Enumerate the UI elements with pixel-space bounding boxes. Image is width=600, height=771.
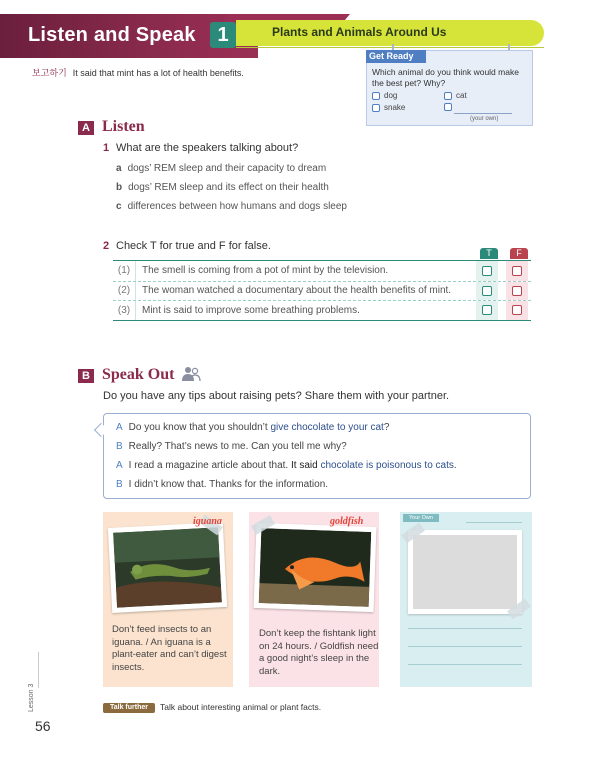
true-checkbox[interactable] xyxy=(482,286,492,296)
dialog-line-2: B Really? That’s news to me. Can you tell me why? xyxy=(116,441,347,452)
talk-further-badge: Talk further xyxy=(103,703,155,713)
iguana-image xyxy=(113,527,222,607)
your-own-tab: Your Own xyxy=(403,514,439,522)
pair-work-icon xyxy=(181,366,201,382)
goldfish-image xyxy=(259,528,372,607)
table-row: (1) The smell is coming from a pot of mint by the television. xyxy=(113,261,531,281)
option-snake[interactable]: snake xyxy=(372,103,405,112)
speak-out-prompt: Do you have any tips about raising pets? Share them with your partner. xyxy=(103,390,450,402)
write-line[interactable] xyxy=(466,522,522,523)
talk-further-text: Talk about interesting animal or plant facts. xyxy=(160,702,322,712)
checkbox[interactable] xyxy=(372,104,380,112)
write-line[interactable] xyxy=(408,646,522,647)
true-checkbox[interactable] xyxy=(482,266,492,276)
option-dog[interactable]: dog xyxy=(372,91,397,100)
table-row: (3) Mint is said to improve some breathing problems. xyxy=(113,300,531,320)
section-speak-out-title: Speak Out xyxy=(102,366,175,383)
section-listen-title: Listen xyxy=(102,118,145,135)
margin-line xyxy=(38,652,39,688)
option-own[interactable] xyxy=(444,103,456,111)
false-checkbox[interactable] xyxy=(512,305,522,315)
write-in-line[interactable] xyxy=(454,113,512,114)
goldfish-photo xyxy=(254,523,377,612)
section-a-badge: A xyxy=(78,121,94,135)
write-line[interactable] xyxy=(408,664,522,665)
answer-option-c[interactable]: c differences between how humans and dogs sleep xyxy=(116,201,347,212)
hint-text: that mint has a lot of health benefits. xyxy=(96,68,244,78)
topic-title: Plants and Animals Around Us xyxy=(272,25,447,39)
iguana-tip: Don’t feed insects to an iguana. / An iguana is a plant-eater and can’t digest insects. xyxy=(112,624,227,673)
lesson-part-number: 1 xyxy=(210,22,236,48)
true-false-table xyxy=(113,260,531,321)
checkbox[interactable] xyxy=(444,103,452,111)
checkbox[interactable] xyxy=(444,92,452,100)
answer-option-a[interactable]: a dogs’ REM sleep and their capacity to dream xyxy=(116,163,327,174)
dialog-line-1: A Do you know that you shouldn’t give chocolate to your cat? xyxy=(116,422,390,433)
option-cat[interactable]: cat xyxy=(444,91,467,100)
your-own-label: (your own) xyxy=(470,116,499,122)
false-checkbox[interactable] xyxy=(512,286,522,296)
hint-keyphrase: It said xyxy=(72,68,97,78)
drawing-space[interactable] xyxy=(408,530,522,614)
topic-underline xyxy=(236,47,544,48)
lesson-label: Lesson 3 xyxy=(28,683,35,712)
get-ready-question: Which animal do you think would make the best pet? Why? xyxy=(372,67,519,88)
dialog-line-4: B I didn’t know that. Thanks for the information. xyxy=(116,479,329,490)
true-column-header: T xyxy=(480,248,498,259)
question-1-number: 1 xyxy=(103,142,110,154)
goldfish-tag: goldfish xyxy=(330,516,364,527)
answer-option-b[interactable]: b dogs’ REM sleep and its effect on their health xyxy=(116,182,329,193)
iguana-photo xyxy=(108,522,227,613)
function-hint xyxy=(32,66,244,79)
get-ready-tab: Get Ready xyxy=(366,50,426,63)
goldfish-tip: Don’t keep the fishtank light on 24 hours. / Goldfish need a good night’s sleep in the dark. xyxy=(259,628,379,677)
table-row: (2) The woman watched a documentary about the health benefits of mint. xyxy=(113,281,531,301)
false-column-header: F xyxy=(510,248,528,259)
section-b-badge: B xyxy=(78,369,94,383)
dialog-line-3: A I read a magazine article about that. It said chocolate is poisonous to cats. xyxy=(116,460,457,471)
false-checkbox[interactable] xyxy=(512,266,522,276)
true-checkbox[interactable] xyxy=(482,305,492,315)
question-2-number: 2 xyxy=(103,240,110,252)
iguana-tag: iguana xyxy=(193,516,222,527)
page-number: 56 xyxy=(35,718,51,734)
question-2-text: Check T for true and F for false. xyxy=(116,240,271,252)
question-1-text: What are the speakers talking about? xyxy=(116,142,299,154)
checkbox[interactable] xyxy=(372,92,380,100)
page-title: Listen and Speak xyxy=(28,24,196,46)
write-line[interactable] xyxy=(408,628,522,629)
hint-label: 보고하기 xyxy=(32,68,67,78)
